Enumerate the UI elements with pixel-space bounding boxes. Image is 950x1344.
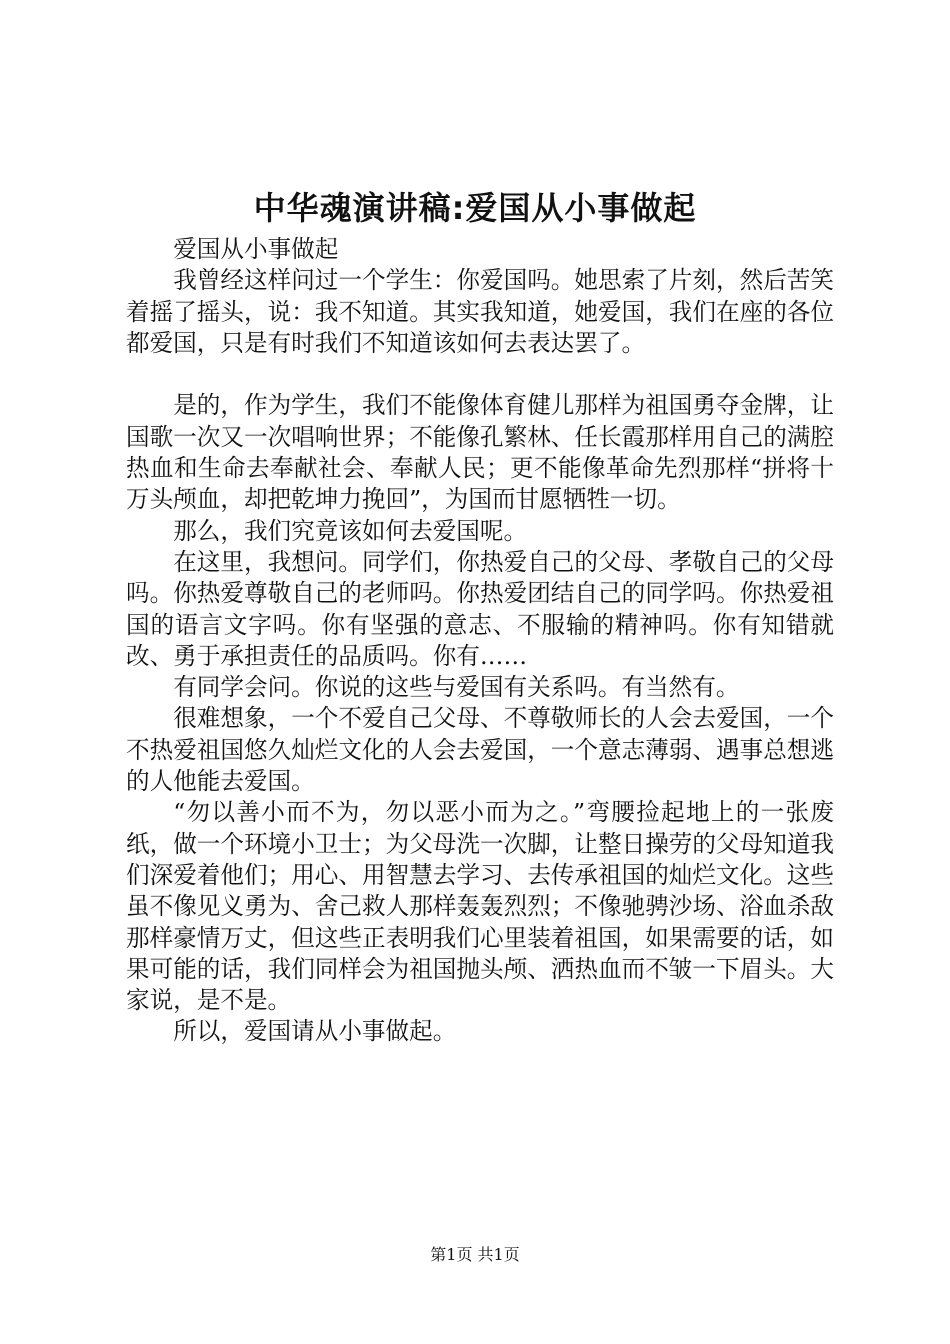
paragraph: 是的，作为学生，我们不能像体育健儿那样为祖国勇夺金牌，让国歌一次又一次唱响世界；不能像孔繁林、任长霞那样用自己的满腔热血和生命去奉献社会、奉献人民；更不能像革命先烈那样“拼将十万头颅血，却把乾坤力挽回”，为国而甘愿牺牲一切。 [126, 391, 834, 514]
document-title: 中华魂演讲稿:爱国从小事做起 [253, 189, 697, 227]
paragraph: 那么，我们究竟该如何去爱国呢。 [173, 516, 528, 545]
paragraph: “勿以善小而不为，勿以恶小而为之。”弯腰捡起地上的一张废纸，做一个环境小卫士；为父母洗一次脚，让整日操劳的父母知道我们深爱着他们；用心、用智慧去学习、去传承祖国的灿烂文化。这些虽不像见义勇为、舍己救人那样轰轰烈烈；不像驰骋沙场、浴血杀敌那样豪情万丈，但这些正表明我们心里装着祖国，如果需要的话，如果可能的话，我们同样会为祖国抛头颅、洒热血而不皱一下眉头。大家说，是不是。 [126, 798, 834, 1015]
page-footer: 第1页 共1页 [430, 1245, 520, 1264]
paragraph-subtitle: 爱国从小事做起 [173, 235, 339, 263]
paragraph: 在这里，我想问。同学们，你热爱自己的父母、孝敬自己的父母吗。你热爱尊敬自己的老师吗。你热爱团结自己的同学吗。你热爱祖国的语言文字吗。你有坚强的意志、不服输的精神吗。你有知错就改、勇于承担责任的品质吗。你有…… [126, 547, 834, 670]
paragraph: 有同学会问。你说的这些与爱国有关系吗。有当然有。 [173, 673, 740, 702]
paragraph: 很难想象，一个不爱自己父母、不尊敬师长的人会去爱国，一个不热爱祖国悠久灿烂文化的人会去爱国，一个意志薄弱、遇事总想逃的人他能去爱国。 [126, 704, 834, 796]
paragraph: 我曾经这样问过一个学生：你爱国吗。她思索了片刻，然后苦笑着摇了摇头，说：我不知道。其实我知道，她爱国，我们在座的各位都爱国，只是有时我们不知道该如何去表达罢了。 [126, 266, 834, 357]
paragraph-conclusion: 所以，爱国请从小事做起。 [173, 1017, 457, 1046]
document-body [126, 234, 834, 1048]
